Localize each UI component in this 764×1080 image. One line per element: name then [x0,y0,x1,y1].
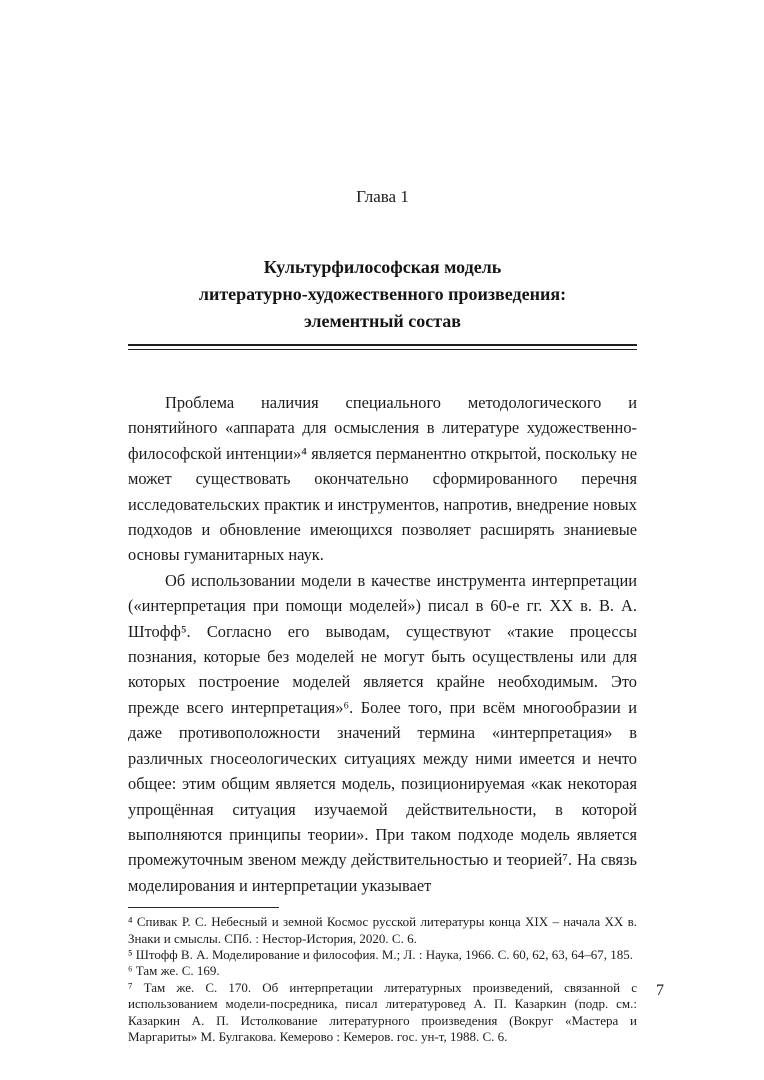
chapter-heading: Глава 1 [356,187,409,206]
section-title [128,254,637,335]
title-double-rule [128,344,637,350]
footnote-4: ⁴ Спивак Р. С. Небесный и земной Космос русской литературы конца XIX – начала XX в. Знаки и смыслы. СПб. : Нестор-История, 2020. С. 6. [128,914,637,946]
footnote-separator [128,907,279,908]
page-number: 7 [656,982,664,999]
footnote-7: ⁷ Там же. С. 170. Об интерпретации литературных произведений, связанной с использованием модели-посредника, писал литературовед А. П. Казаркин (подр. см.: Казаркин А. П. Истолкование литературного произведения (Вокруг «Мастера и Маргариты» М. Булгакова. Кемерово : Кемеров. гос. ун-т, 1988. С. 6. [128,979,637,1044]
footnote-6: ⁶ Там же. С. 169. [128,963,220,979]
body-text [128,390,637,898]
section-title-line-3: элементный состав [303,311,462,331]
footnote-5: ⁵ Штофф В. А. Моделирование и философия. М.; Л. : Наука, 1966. С. 60, 62, 63, 64–67, 185. [128,946,634,962]
section-title-line-1: Культурфилософская модель [263,257,502,277]
footnotes-block [128,914,637,1045]
body-paragraph-1: Проблема наличия специального методологического и понятийного «аппарата для осмысления в литературе художественно-философской интенции»⁴ является перманентно открытой, поскольку не может существовать окончательно сформированного перечня исследовательских практик и инструментов, напротив, внедрение новых подходов и обновление имеющихся позволяет расширять знаниевые основы гуманитарных наук. [128,393,637,565]
body-paragraph-2: Об использовании модели в качестве инструмента интерпретации («интерпретация при помощи моделей») писал в 60-е гг. XX в. В. А. Штофф⁵. Согласно его выводам, существуют «такие процессы познания, которые без моделей не могут быть осуществлены или для которых построение моделей является крайне необходимым. Это прежде всего интерпретация»⁶. Более того, при всём многообразии и даже противоположности значений термина «интерпретация» в различных гносеологических ситуациях между ними имеется и нечто общее: этим общим является модель, позиционируемая «как некоторая упрощённая ситуация изучаемой действительности, в которой выполняются принципы теории». При таком подходе модель является промежуточным звеном между действительностью и теорией⁷. На связь моделирования и интерпретации указывает [128,570,637,895]
text-block [128,0,637,1045]
section-title-line-2: литературно-художественного произведения: [198,284,567,304]
